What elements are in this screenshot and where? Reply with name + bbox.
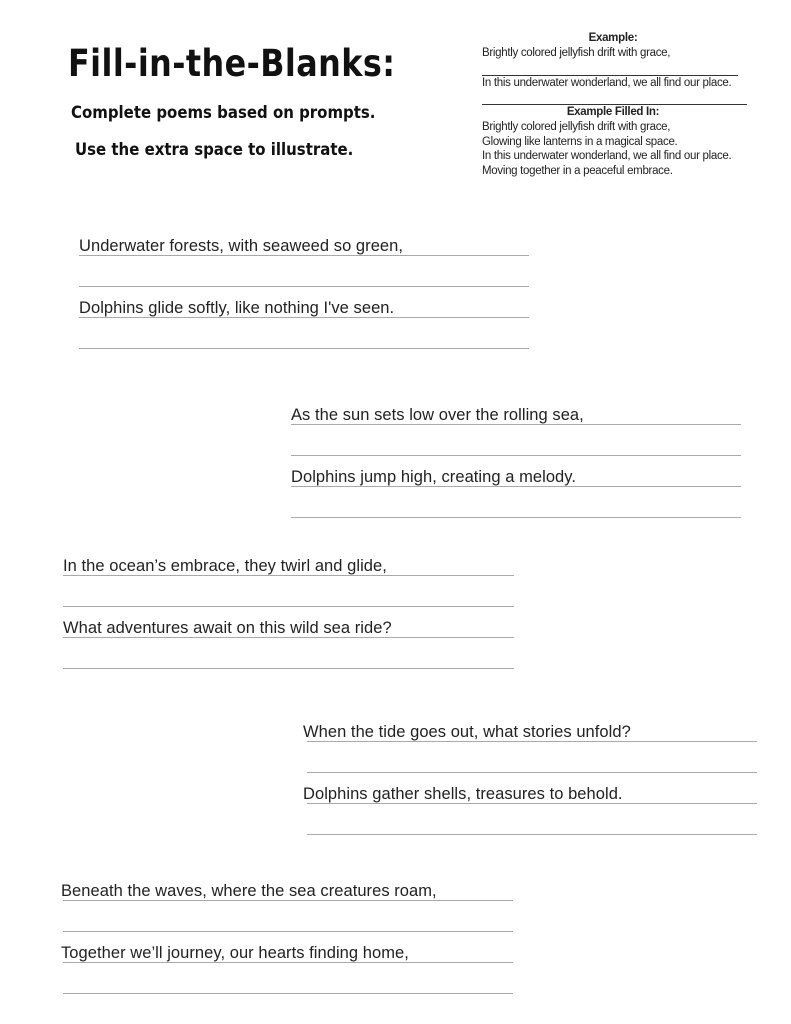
poem-blank-line[interactable]	[307, 742, 757, 773]
poem-blank-line[interactable]	[291, 487, 741, 518]
poem-prompt-line	[303, 711, 757, 742]
instruction-illustrate: Use the extra space to illustrate.	[75, 140, 354, 160]
example-box	[482, 31, 772, 178]
poem-prompt-line	[63, 545, 514, 576]
prompt-text: Dolphins glide softly, like nothing I've seen.	[79, 299, 395, 317]
poem-blank-line[interactable]	[63, 963, 513, 994]
prompt-text: Dolphins gather shells, treasures to behold.	[303, 785, 623, 803]
example-filled-line-2: Glowing like lanterns in a magical space.	[482, 135, 678, 148]
poem-prompt-line	[79, 287, 529, 318]
example-filled-line-1: Brightly colored jellyfish drift with grace,	[482, 120, 671, 133]
example-line-1: Brightly colored jellyfish drift with grace,	[482, 46, 671, 59]
example-filled-line-3: In this underwater wonderland, we all find our place.	[482, 150, 732, 163]
poem-prompt-line	[291, 394, 741, 425]
poem-stanza-2	[291, 394, 741, 518]
example-filled-heading: Example Filled In:	[566, 106, 660, 119]
example-blank-line-1	[482, 60, 738, 76]
prompt-text: Beneath the waves, where the sea creatures roam,	[61, 882, 437, 900]
example-filled-line-4: Moving together in a peaceful embrace.	[482, 164, 673, 177]
poem-blank-line[interactable]	[63, 638, 514, 669]
prompt-text: What adventures await on this wild sea ride?	[63, 619, 392, 637]
prompt-text: Together we’ll journey, our hearts finding home,	[61, 944, 409, 962]
prompt-text: Underwater forests, with seaweed so green,	[79, 237, 404, 255]
poem-stanza-4	[303, 711, 757, 835]
poem-blank-line[interactable]	[63, 576, 514, 607]
poem-blank-line[interactable]	[79, 256, 529, 287]
example-heading: Example:	[588, 32, 638, 44]
poem-prompt-line	[79, 225, 529, 256]
poem-blank-line[interactable]	[307, 804, 757, 835]
poem-prompt-line	[291, 456, 741, 487]
poem-blank-line[interactable]	[63, 901, 513, 932]
prompt-text: Dolphins jump high, creating a melody.	[291, 468, 576, 486]
page-title: Fill-in-the-Blanks:	[68, 42, 396, 85]
prompt-text: In the ocean’s embrace, they twirl and glide,	[63, 557, 387, 575]
poem-prompt-line	[303, 773, 757, 804]
poem-stanza-3	[63, 545, 514, 669]
poem-prompt-line	[63, 870, 513, 901]
instruction-complete-poems: Complete poems based on prompts.	[71, 103, 376, 123]
poem-prompt-line	[63, 932, 513, 963]
example-line-3: In this underwater wonderland, we all find our place.	[482, 76, 732, 89]
poem-stanza-5	[63, 870, 513, 994]
prompt-text: When the tide goes out, what stories unfold?	[303, 723, 631, 741]
prompt-text: As the sun sets low over the rolling sea,	[291, 406, 584, 424]
example-blank-line-2	[482, 90, 747, 105]
poem-blank-line[interactable]	[79, 318, 529, 349]
poem-stanza-1	[79, 225, 529, 349]
poem-blank-line[interactable]	[291, 425, 741, 456]
poem-prompt-line	[63, 607, 514, 638]
